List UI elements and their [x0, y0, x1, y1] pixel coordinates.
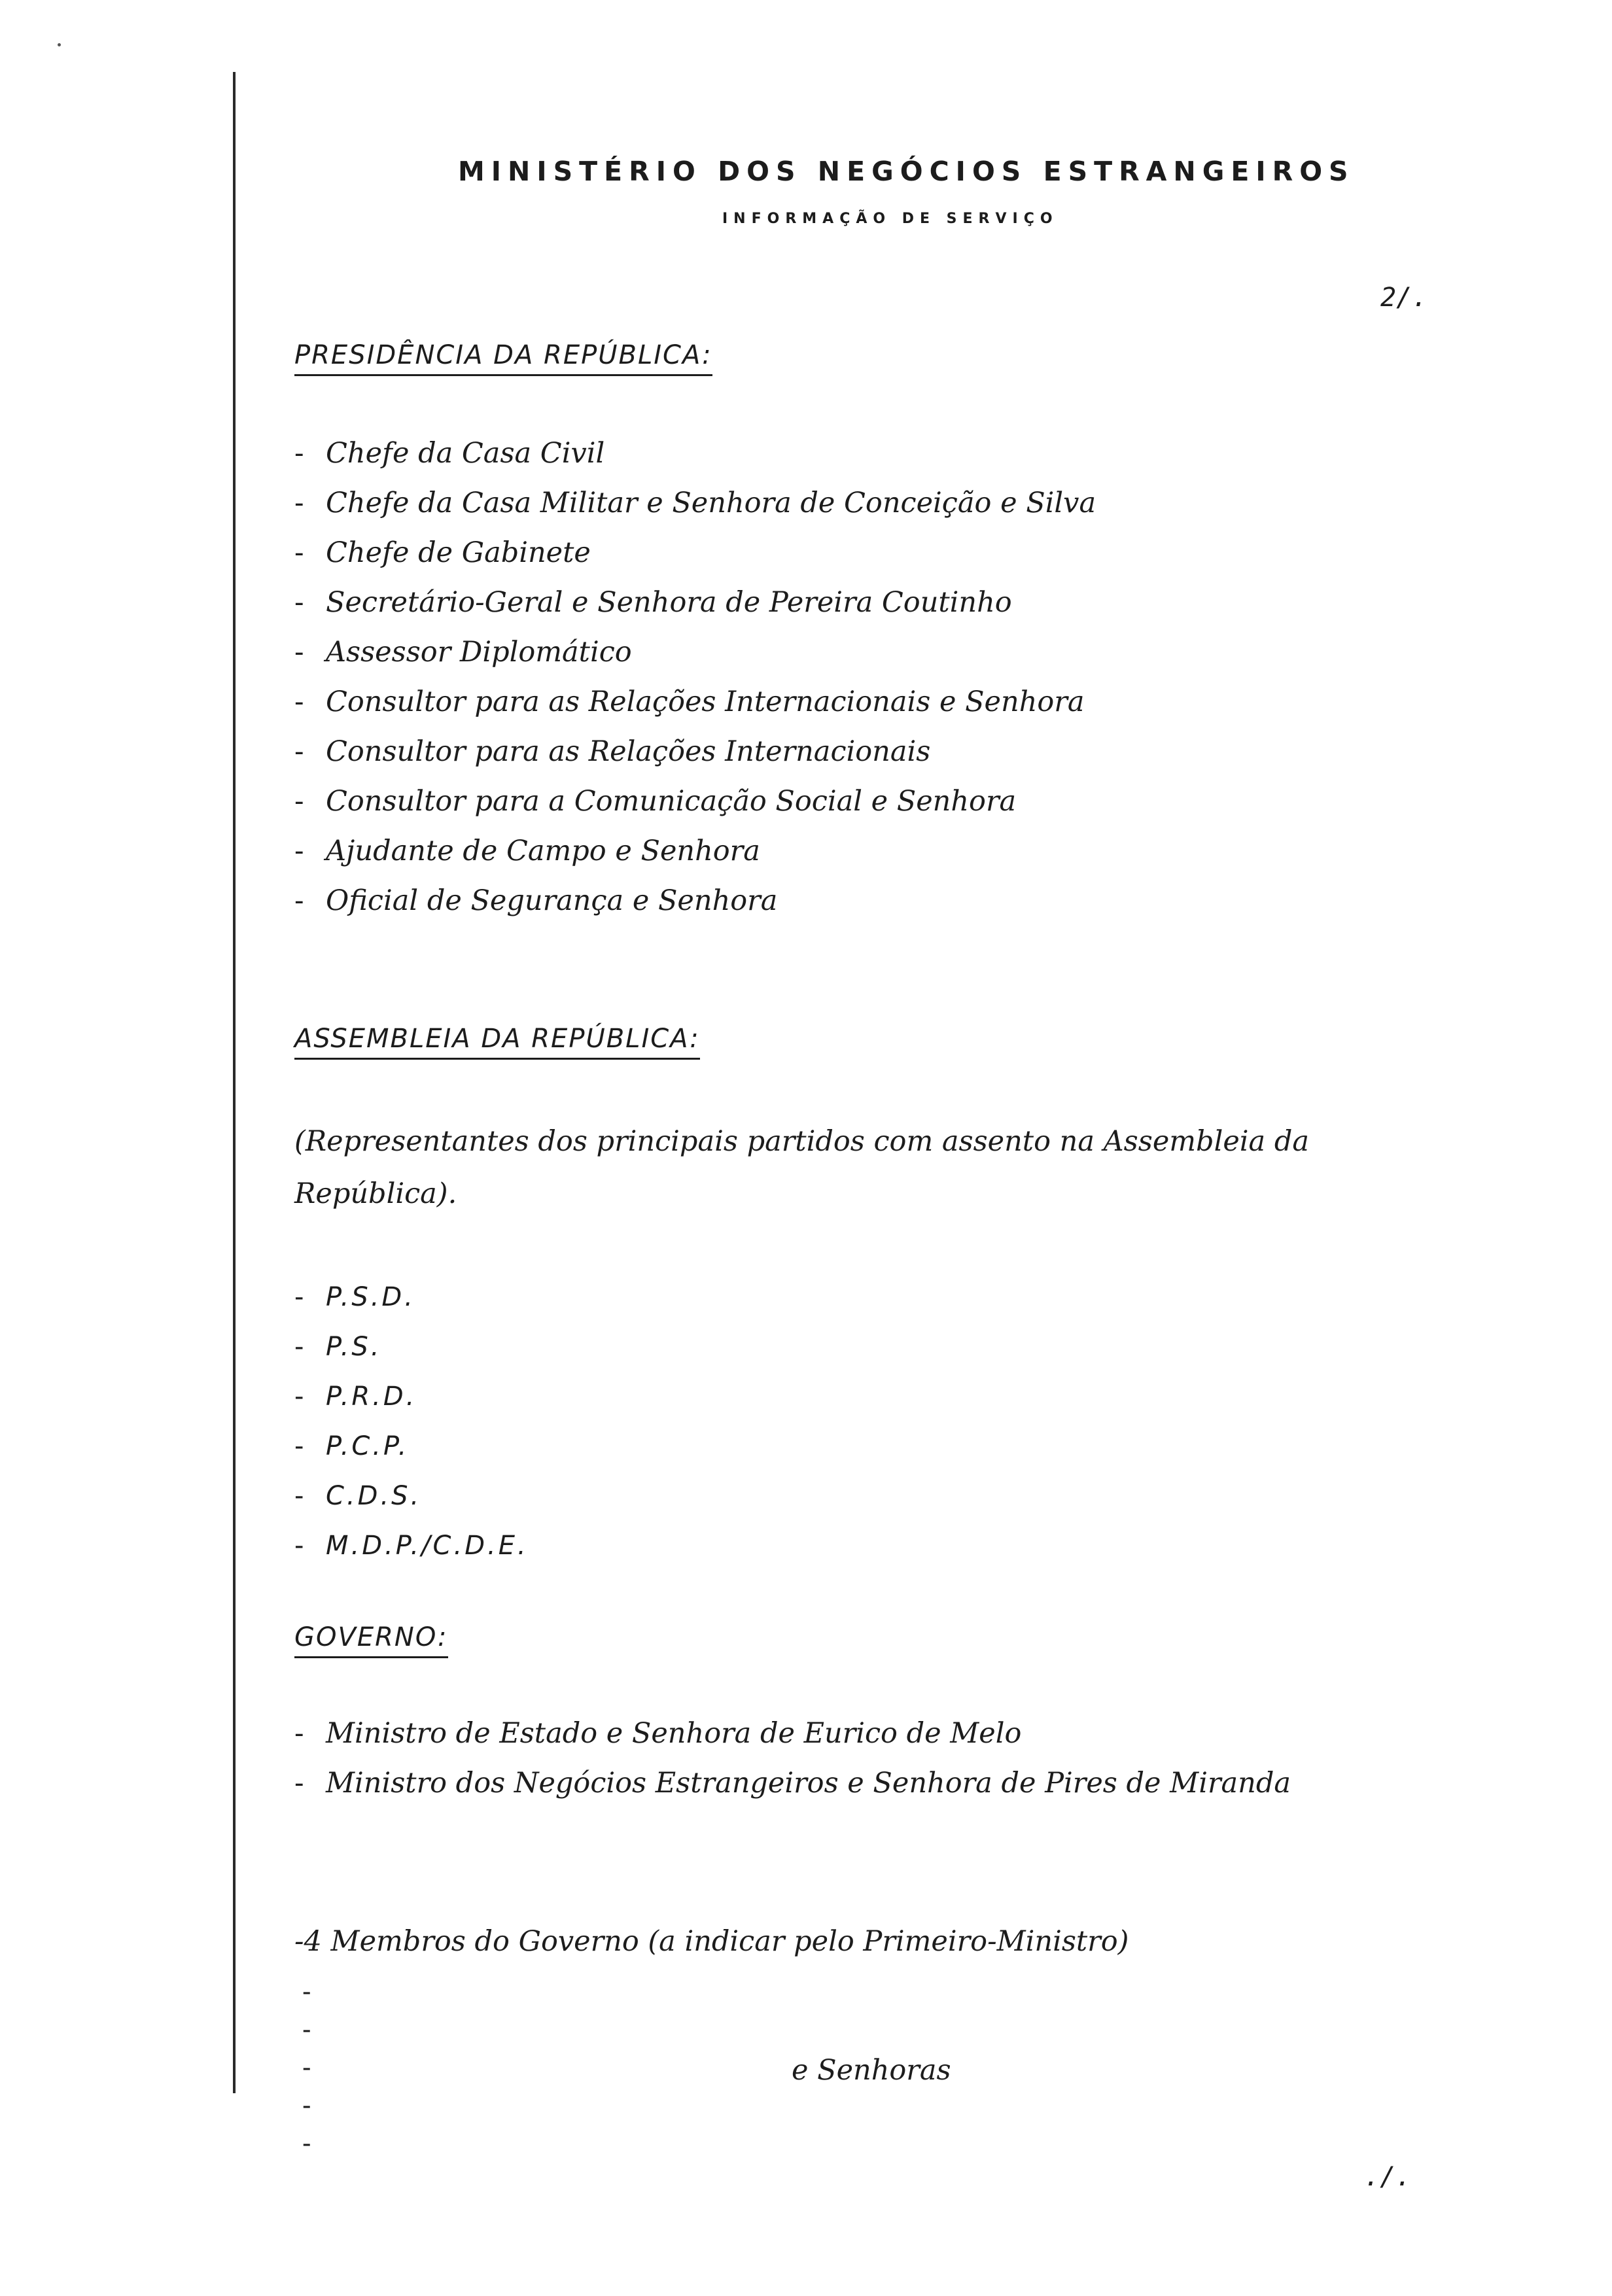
dash-marker: - [294, 735, 304, 768]
assembleia-heading: ASSEMBLEIA DA REPÚBLICA: [294, 1024, 700, 1060]
presidencia-heading: PRESIDÊNCIA DA REPÚBLICA: [294, 340, 712, 376]
list-item: - Ministro de Estado e Senhora de Eurico de Melo [294, 1709, 1291, 1758]
presidencia-list [294, 428, 1096, 926]
dash-marker: - [294, 437, 304, 470]
blank-dash: - [302, 2015, 311, 2045]
dash-marker: - [294, 1282, 307, 1312]
list-item: - M.D.P./C.D.E. [294, 1521, 529, 1571]
dash-marker: - [294, 785, 304, 818]
list-item: - P.S. [294, 1322, 529, 1372]
assembleia-note: (Representantes dos principais partidos com assento na Assembleia da República). [294, 1125, 1309, 1210]
dash-marker: - [294, 636, 304, 669]
dash-marker: - [294, 1767, 304, 1800]
dash-marker: - [294, 1531, 307, 1561]
dash-marker: - [294, 1481, 307, 1511]
dash-marker: - [294, 835, 304, 867]
governo-list [294, 1709, 1291, 1808]
list-item: - Consultor para as Relações Internacionais [294, 727, 1096, 776]
list-item: - Chefe da Casa Civil [294, 428, 1096, 478]
governo-heading: GOVERNO: [294, 1622, 448, 1658]
list-item: - Chefe da Casa Militar e Senhora de Conceição e Silva [294, 478, 1096, 528]
dash-marker: - [294, 1382, 307, 1412]
list-item: - Consultor para as Relações Internacionais e Senhora [294, 677, 1096, 727]
blank-dash: - [302, 2129, 311, 2159]
list-item: - Oficial de Segurança e Senhora [294, 876, 1096, 926]
dash-marker: - [294, 536, 304, 569]
list-item: - Assessor Diplomático [294, 627, 1096, 677]
scan-speck [58, 43, 61, 46]
list-item: - P.R.D. [294, 1372, 529, 1421]
blank-dash: - [302, 2053, 311, 2083]
governo-members-line: -4 Membros do Governo (a indicar pelo Primeiro-Ministro) [294, 1925, 1129, 1958]
senhoras-note: e Senhoras [792, 2054, 951, 2087]
list-item: - Ministro dos Negócios Estrangeiros e Senhora de Pires de Miranda [294, 1758, 1291, 1808]
list-item: - Secretário-Geral e Senhora de Pereira Coutinho [294, 578, 1096, 627]
list-item: - Chefe de Gabinete [294, 528, 1096, 578]
ministry-title: MINISTÉRIO DOS NEGÓCIOS ESTRANGEIROS [458, 156, 1355, 187]
dash-marker: - [294, 487, 304, 519]
dash-marker: - [294, 1431, 307, 1461]
list-item: - Consultor para a Comunicação Social e Senhora [294, 776, 1096, 826]
page-number: 2/. [1380, 283, 1428, 313]
dash-marker: - [294, 884, 304, 917]
dash-marker: - [294, 686, 304, 718]
continuation-mark: ./. [1364, 2162, 1412, 2192]
left-margin-line [233, 72, 236, 2093]
list-item: - Ajudante de Campo e Senhora [294, 826, 1096, 876]
party-list [294, 1272, 529, 1571]
blank-dash: - [302, 1977, 311, 2007]
list-item: - C.D.S. [294, 1471, 529, 1521]
list-item: - P.C.P. [294, 1421, 529, 1471]
blank-dash-list [302, 1973, 311, 2163]
document-subtitle: INFORMAÇÃO DE SERVIÇO [722, 211, 1059, 227]
dash-marker: - [294, 1717, 304, 1750]
dash-marker: - [294, 1332, 307, 1362]
blank-dash: - [302, 2091, 311, 2121]
dash-marker: - [294, 586, 304, 619]
list-item: - P.S.D. [294, 1272, 529, 1322]
